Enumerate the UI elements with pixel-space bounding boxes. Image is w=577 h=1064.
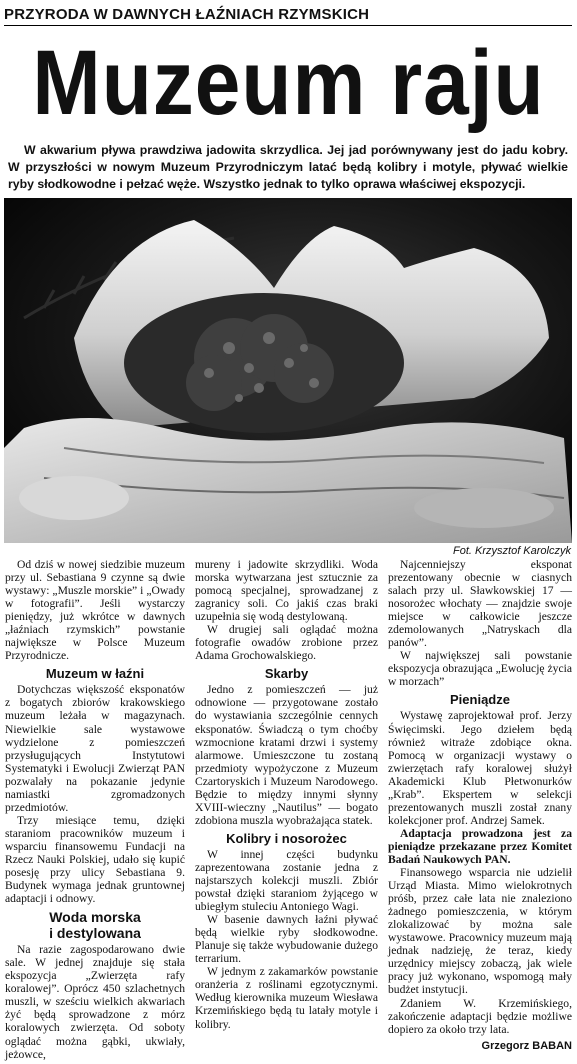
paragraph: W basenie dawnych łaźni pływać będą wielkie ryby słodkowodne. Planuje się także wybudowanie dużego terrarium. — [195, 913, 378, 966]
paragraph: W jednym z zakamarków powstanie oranżeria z roślinami egzotycznymi. Według kierownika muzeum Wiesława Krzemińskiego będą tu latały motyle i kolibry. — [195, 965, 378, 1031]
section-heading: Pieniądze — [450, 692, 510, 708]
paragraph-bold: Adaptacja prowadzona jest za pieniądze przekazane przez Komitet Badań Naukowych PAN. — [388, 826, 572, 866]
paragraph: W drugiej sali oglądać można fotografie owadów zrobione przez Adama Grochowalskiego. — [195, 623, 378, 663]
paragraph: Finansowego wsparcia nie udzielił Urząd Miasta. Mimo wielokrotnych próśb, przez całe lata nie znaleziono żadnego pomieszczenia, w którym zlokalizować by można sale wystawowe. Pracownicy muzeum mają jednak nadzieję, że teraz, kiedy urzędnicy miejscy zobaczą, jak wiele pracy już wykonano, wspomogą mały budżet instytucji. — [388, 866, 572, 997]
paragraph: Jedno z pomieszczeń — już odnowione — przygotowane zostało do wystawiania szczególnie cennych eksponatów. Świadczą o tym choćby wzmocnione kratami drzwi i systemy alarmowe. Umieszczone tu zostaną przedmioty wypożyczone z Muzeum Czartoryskich i Muzeum Narodowego. Będzie to między innymi słynny XVIII-wieczny „Nautilus” — bogato zdobiona muszla wyobrażająca statek. — [195, 683, 378, 827]
article-column-2 — [195, 558, 378, 1031]
section-heading: i destylowana — [49, 925, 141, 942]
paragraph: Trzy miesiące temu, dzięki staraniom pracowników muzeum i wsparciu finansowemu Fundacji na Rzecz Nauki Polskiej, udało się kupić posesję przy ulicy Sebastiana 9. Budynek wymaga jednak gruntownej adaptacji i odnowy. — [5, 813, 185, 906]
article-column-1 — [5, 558, 185, 1061]
article-column-3 — [388, 558, 572, 1053]
section-kicker: PRZYRODA W DAWNYCH ŁAŹNIACH RZYMSKICH — [4, 6, 572, 26]
paragraph: Na razie zagospodarowano dwie sale. W jednej znajduje się stała ekspozycja „Zwierzęta rafy koralowej”. Oprócz 450 szlachetnych muszli, w sześciu wielkich akwariach żyć będą sprowadzone z mórz koralowych zwierzęta. Od soboty oglądać można gąbki, ukwiały, jeżowce, — [5, 943, 185, 1061]
section-heading: Woda morska — [49, 909, 141, 926]
section-heading: Muzeum w łaźni — [45, 666, 145, 682]
author-signature: Grzegorz BABAN — [481, 1039, 572, 1052]
paragraph: mureny i jadowite skrzydliki. Woda morska wytwarzana jest sztucznie za pomocą specjalnej, sprowadzanej z zagranicy soli. Co jakiś czas braki uzupełnia się wodą destylowaną. — [195, 558, 378, 624]
article-headline: Muzeum raju — [32, 32, 545, 135]
photo-caption: Fot. Krzysztof Karolczyk — [453, 545, 571, 557]
paragraph: Wystawę zaprojektował prof. Jerzy Święcimski. Jego dziełem będą również witraże zdobiące okna. Pomocą w organizacji wystawy o zwierzętach rafy koralowej służył Akademicki Klub Płetwonurków „Krab”. Ekspertem w selekcji prezentowanych muszli został znany kolekcjoner prof. Andrzej Samek. — [388, 709, 572, 827]
section-heading: Skarby — [264, 666, 309, 682]
paragraph: W innej części budynku zaprezentowana zostanie jedna z najstarszych kolekcji muszli. Zbiór powstał dzięki staraniom żyjącego w ubiegłym stuleciu Antoniego Wagi. — [195, 847, 378, 914]
paragraph: Zdaniem W. Krzemińskiego, zakończenie adaptacji będzie możliwe dopiero za około trzy lata. — [388, 996, 572, 1036]
article-lead: W akwarium pływa prawdziwa jadowita skrzydlica. Jej jad porównywany jest do jadu kobry. W przyszłości w nowym Muzeum Przyrodniczym latać będą kolibry i motyle, pływać wielkie ryby słodkowodne i pełzać węże. Wszystko jednak to tylko oprawa właściwej ekspozycji. — [8, 143, 568, 191]
paragraph: Najcenniejszy eksponat prezentowany obecnie w ciasnych salach przy ul. Sławkowskiej 17 — nosorożec włochaty — znajdzie swoje miejsce w całkowicie jeszcze zdemolowanych „Natryskach dla panów”. — [388, 558, 572, 650]
paragraph: Od dziś w nowej siedzibie muzeum przy ul. Sebastiana 9 czynne są dwie wystawy: „Muszle morskie” i „Owady w fotografii”. Jeśli wystarczy pieniędzy, już wkrótce w dawnych „łaźniach rzymskich” powstanie największe w Polsce Muzeum Przyrodnicze. — [5, 558, 185, 663]
shell-photo — [4, 198, 572, 543]
paragraph: Dotychczas większość eksponatów z bogatych zbiorów krakowskiego muzeum leżała w magazynach. Niewielkie sale wystawowe wydzielone z pomieszczeń przysługujących Instytutowi Systematyki i Ewolucji Zwierząt PAN pozwalały na pokazanie jedynie namiastki zgromadzonych przedmiotów. — [5, 683, 185, 814]
section-heading: Kolibry i nosorożec — [226, 830, 347, 846]
paragraph: W największej sali powstanie ekspozycja obrazująca „Ewolucję życia w morzach” — [388, 649, 572, 689]
